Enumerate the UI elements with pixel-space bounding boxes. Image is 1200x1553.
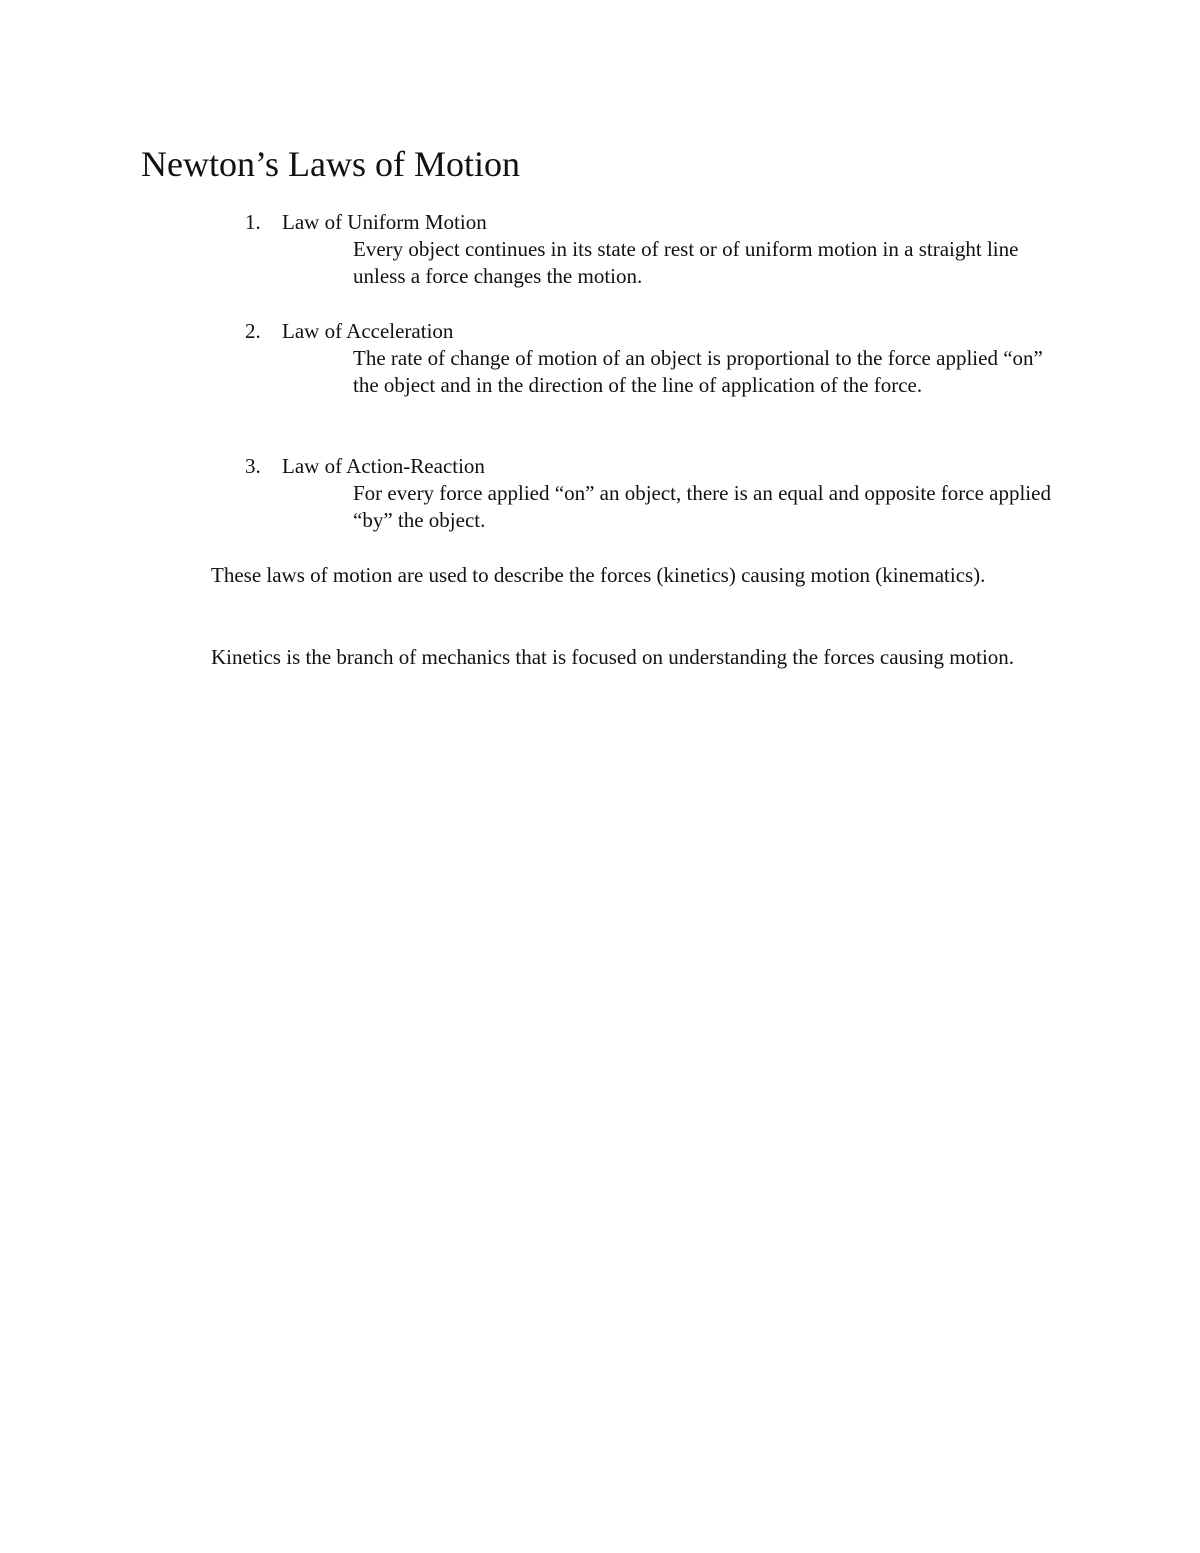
- law-description: For every force applied “on” an object, there is an equal and opposite force applied “by” the object.: [353, 481, 1051, 532]
- law-number: 3.: [245, 454, 261, 478]
- law-item-acceleration: [245, 318, 1085, 399]
- law-number: 2.: [245, 319, 261, 343]
- paragraph-kinetics-definition: Kinetics is the branch of mechanics that is focused on understanding the forces causing motion.: [211, 645, 1015, 669]
- law-description: The rate of change of motion of an object is proportional to the force applied “on” the object and in the direction of the line of application of the force.: [353, 346, 1043, 397]
- law-heading: [245, 209, 1085, 236]
- law-item-uniform-motion: [245, 209, 1085, 290]
- law-number: 1.: [245, 210, 261, 234]
- law-name: Law of Uniform Motion: [282, 210, 487, 234]
- law-name: Law of Acceleration: [282, 319, 454, 343]
- law-item-action-reaction: [245, 453, 1085, 534]
- law-description: Every object continues in its state of rest or of uniform motion in a straight line unless a force changes the motion.: [353, 237, 1019, 288]
- law-heading: [245, 453, 1085, 480]
- law-heading: [245, 318, 1085, 345]
- paragraph-laws-usage: These laws of motion are used to describe the forces (kinetics) causing motion (kinematics).: [211, 563, 986, 587]
- law-name: Law of Action-Reaction: [282, 454, 485, 478]
- document-title: Newton’s Laws of Motion: [141, 144, 520, 184]
